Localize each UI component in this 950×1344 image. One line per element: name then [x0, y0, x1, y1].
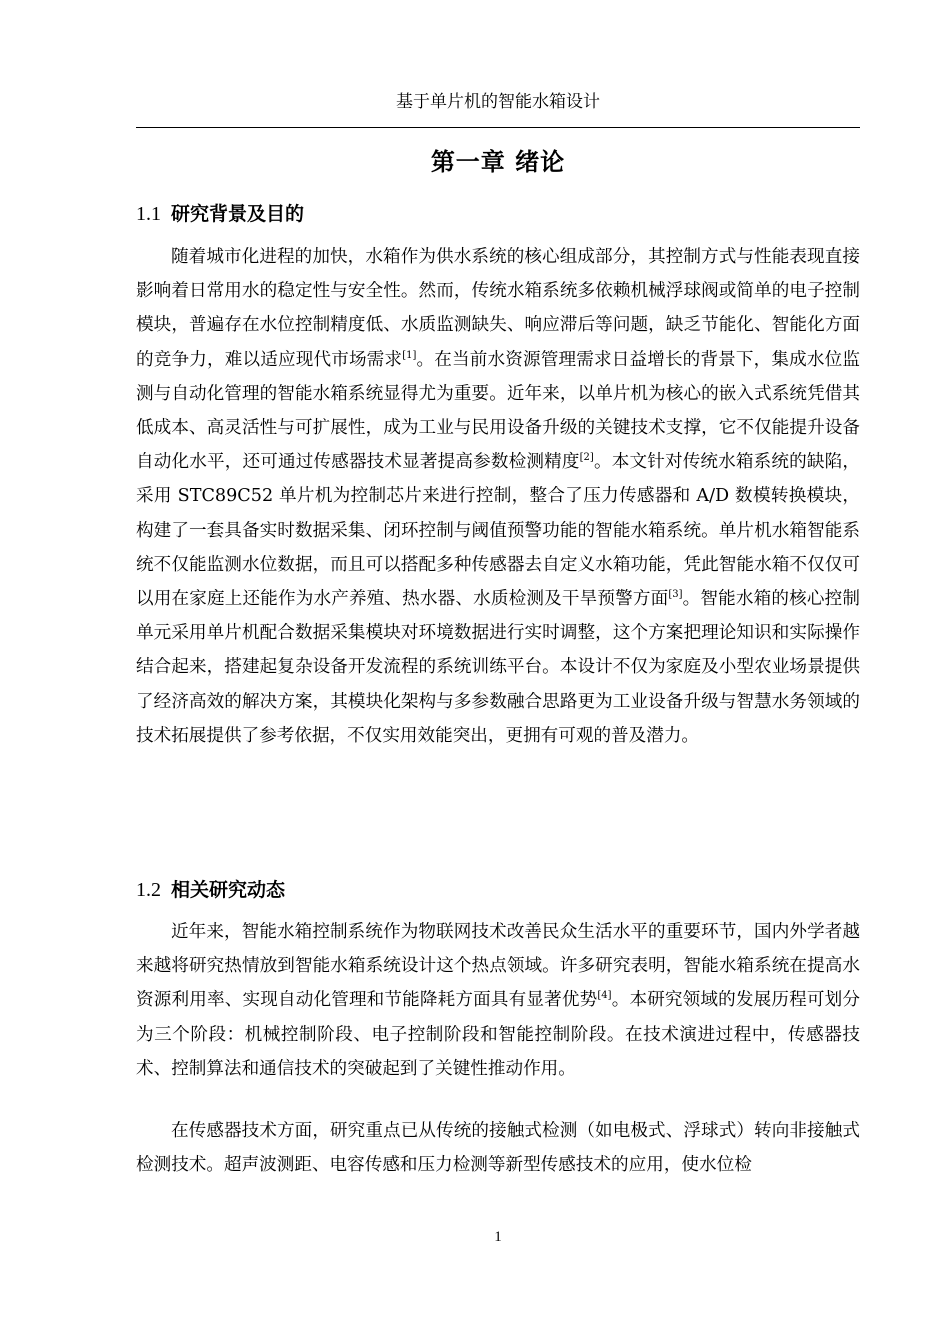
header-divider: [136, 127, 860, 128]
section-title: 相关研究动态: [171, 879, 286, 901]
section-number: 1.2: [136, 879, 161, 901]
chapter-title: 第一章 绪论: [430, 148, 566, 176]
paragraph-text: 。智能水箱的核心控制单元采用单片机配合数据采集模块对环境数据进行实时调整，这个方案把理论知识和实际操作结合起来，搭建起复杂设备开发流程的系统训练平台。本设计不仅为家庭及小型农业场景提供了经济高效的解决方案，其模块化架构与多参数融合思路更为工业设备升级与智慧水务领域的技术拓展提供了参考依据，不仅实用效能突出，更拥有可观的普及潜力。: [136, 589, 860, 746]
citation-ref[interactable]: [2]: [579, 452, 594, 464]
citation-ref[interactable]: [4]: [597, 990, 612, 1002]
paragraph-research-status: [136, 915, 860, 1086]
citation-ref[interactable]: [1]: [402, 349, 417, 361]
paragraph-text: 。本文针对传统水箱系统的缺陷，采用 STC89C52 单片机为控制芯片来进行控制，整合了压力传感器和 A/D 数模转换模块，构建了一套具备实时数据采集、闭环控制与阈值预警功能的智能水箱系统。单片机水箱智能系统不仅能监测水位数据，而且可以搭配多种传感器去自定义水箱功能，凭此智能水箱不仅仅可以用在家庭上还能作为水产养殖、热水器、水质检测及干旱预警方面: [136, 452, 860, 610]
section-title: 研究背景及目的: [171, 203, 305, 225]
section-number: 1.1: [136, 203, 161, 225]
paragraph-text: 。本研究领域的发展历程可划分为三个阶段：机械控制阶段、电子控制阶段和智能控制阶段。在技术演进过程中，传感器技术、控制算法和通信技术的突破起到了关键性推动作用。: [136, 990, 860, 1079]
paragraph-sensor-tech: 在传感器技术方面，研究重点已从传统的接触式检测（如电极式、浮球式）转向非接触式检测技术。超声波测距、电容传感和压力检测等新型传感技术的应用，使水位检: [136, 1121, 860, 1176]
paragraph-text: 近年来，智能水箱控制系统作为物联网技术改善民众生活水平的重要环节，国内外学者越来越将研究热情放到智能水箱系统设计这个热点领域。许多研究表明，智能水箱系统在提高水资源利用率、实现自动化管理和节能降耗方面具有显著优势: [136, 922, 860, 1011]
paragraph-background: [136, 240, 860, 753]
section-heading-1-1: [136, 199, 860, 228]
citation-ref[interactable]: [3]: [668, 589, 683, 601]
paragraph-text: 随着城市化进程的加快，水箱作为供水系统的核心组成部分，其控制方式与性能表现直接影响着日常用水的稳定性与安全性。然而，传统水箱系统多依赖机械浮球阀或简单的电子控制模块，普遍存在水位控制精度低、水质监测缺失、响应滞后等问题，缺乏节能化、智能化方面的竞争力，难以适应现代市场需求: [136, 247, 860, 370]
page-number: 1: [494, 1229, 502, 1245]
section-heading-1-2: [136, 875, 860, 904]
paragraph-text: 。在当前水资源管理需求日益增长的背景下，集成水位监测与自动化管理的智能水箱系统显得尤为重要。近年来，以单片机为核心的嵌入式系统凭借其低成本、高灵活性与可扩展性，成为工业与民用设备升级的关键技术支撑，它不仅能提升设备自动化水平，还可通过传感器技术显著提高参数检测精度: [136, 349, 860, 473]
running-header: 基于单片机的智能水箱设计: [396, 92, 600, 112]
